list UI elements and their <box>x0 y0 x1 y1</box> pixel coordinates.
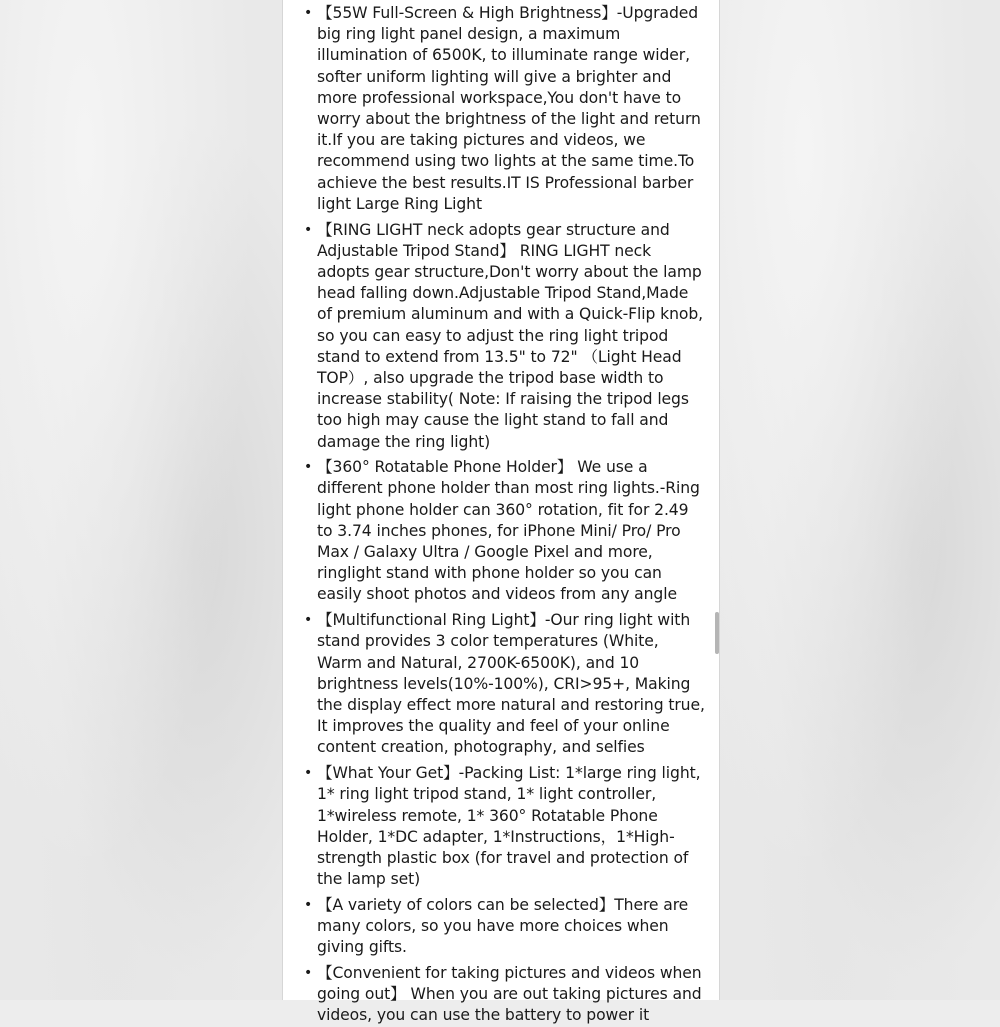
feature-bullet-colors <box>304 895 705 959</box>
scrollbar-thumb[interactable] <box>715 612 719 654</box>
bullet-marker: • <box>304 5 313 21</box>
feature-bullet-packing-list <box>304 763 705 890</box>
bullet-marker: • <box>304 765 313 782</box>
feature-bullet-phone-holder <box>304 457 705 605</box>
feature-bullet-brightness <box>304 3 705 215</box>
feature-text: 【Multifunctional Ring Light】-Our ring light with stand provides 3 color temperatures (White, Warm and Natural, 2700K-6500K), and 10 brightness levels(10%-100%), CRI>95+, Making the display effect more natural and restoring true, It improves the quality and feel of your online content creation, photography, and selfies <box>317 611 705 757</box>
bullet-marker: • <box>304 964 313 981</box>
feature-text: 【Convenient for taking pictures and videos when going out】 When you are out taking pictures and videos, you can use the battery to power it <box>317 963 702 1025</box>
feature-text: 【55W Full-Screen & High Brightness】-Upgraded big ring light panel design, a maximum illumination of 6500K, to illuminate range wider, softer uniform lighting will give a brighter and more professional workspace,You don't have to worry about the brightness of the light and return it.If you are taking pictures and videos, we recommend using two lights at the same time.To achieve the best results.IT IS Professional barber light Large Ring Light <box>317 4 701 213</box>
feature-text: 【360° Rotatable Phone Holder】 We use a different phone holder than most ring lights.-Ring light phone holder can 360° rotation, fit for 2.49 to 3.74 inches phones, for iPhone Mini/ Pro/ Pro Max / Galaxy Ultra / Google Pixel and more, ringlight stand with phone holder so you can easily shoot photos and videos from any angle <box>317 458 700 604</box>
product-description-panel <box>282 0 720 1025</box>
feature-text: 【RING LIGHT neck adopts gear structure and Adjustable Tripod Stand】 RING LIGHT neck adopts gear structure,Don't worry about the lamp head falling down.Adjustable Tripod Stand,Made of premium aluminum and with a Quick-Flip knob, so you can easy to adjust the ring light tripod stand to extend from 13.5" to 72" （Light Head TOP）, also upgrade the tripod base width to increase stability( Note: If raising the tripod legs too high may cause the light stand to fall and damage the ring light) <box>317 220 703 451</box>
feature-text: 【What Your Get】-Packing List: 1*large ring light, 1* ring light tripod stand, 1* light controller, 1*wireless remote, 1* 360° Rotatable Phone Holder, 1*DC adapter, 1*Instructions，1*High-strength plastic box (for travel and protection of the lamp set) <box>317 764 701 889</box>
feature-text: 【A variety of colors can be selected】There are many colors, so you have more choices when giving gifts. <box>317 895 689 957</box>
bullet-marker: • <box>304 612 313 629</box>
feature-bullet-tripod <box>304 220 705 453</box>
bullet-marker: • <box>304 459 313 476</box>
bullet-marker: • <box>304 896 313 913</box>
blurred-background-right <box>720 0 1000 1000</box>
blurred-background-left <box>0 0 282 1000</box>
feature-bullet-portable <box>304 963 705 1027</box>
feature-bullet-multifunctional <box>304 610 705 758</box>
feature-bullet-list <box>283 0 719 1027</box>
bullet-marker: • <box>304 221 313 238</box>
